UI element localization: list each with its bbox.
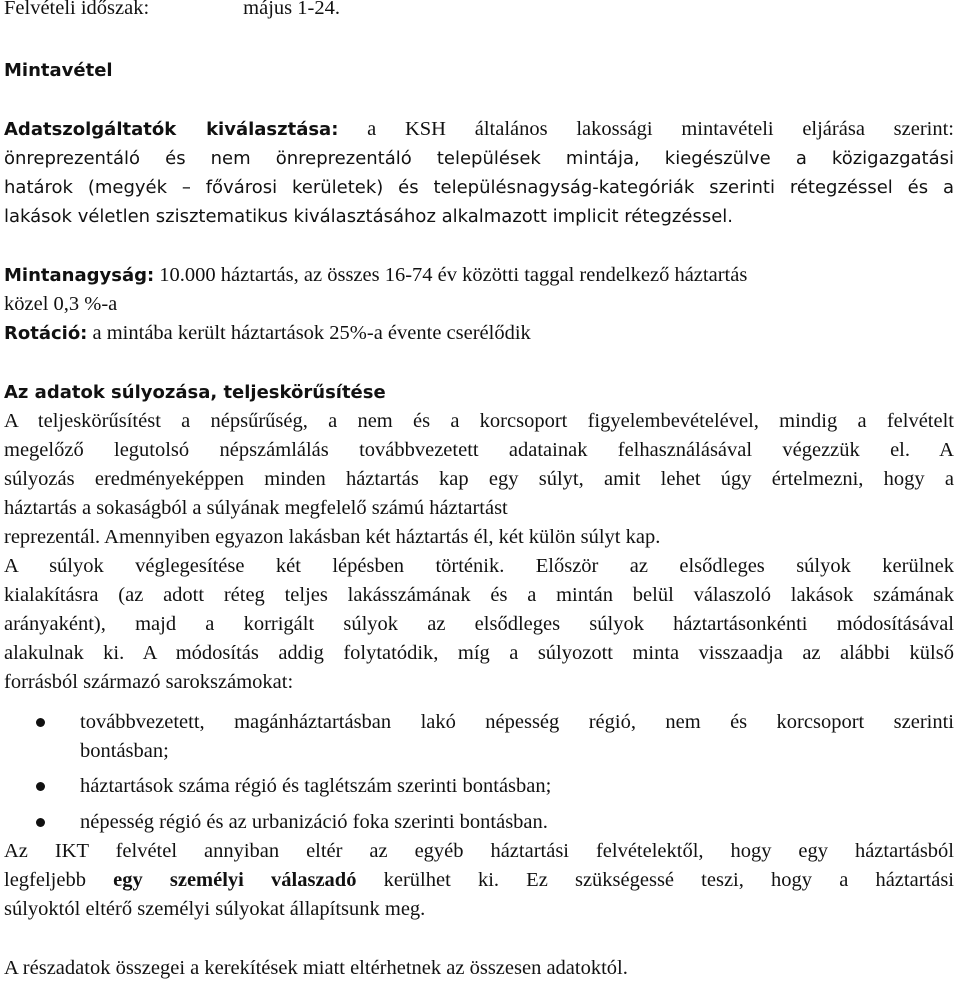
- weighting-line-5: reprezentál. Amennyiben egyazon lakásban két háztartás él, két külön súlyt kap.: [4, 526, 661, 548]
- survey-period-value: május 1-24.: [243, 0, 340, 19]
- sample-size-cont: közel 0,3 %-a: [4, 293, 118, 315]
- survey-period-label: Felvételi időszak:: [4, 0, 150, 19]
- ikt-line-2-pre: legfeljebb: [4, 869, 114, 891]
- sample-size-label: Mintanagyság:: [4, 265, 155, 286]
- selection-label: Adatszolgáltatók kiválasztása:: [4, 119, 339, 140]
- bullet-1-line-1: továbbvezetett, magánháztartásban lakó népesség régió, nem és korcsoport szerinti: [80, 711, 954, 733]
- selection-line-2: önreprezentáló és nem önreprezentáló települések mintája, kiegészülve a közigazgatási: [4, 148, 954, 169]
- selection-line-4: lakások véletlen szisztematikus kiválasztásához alkalmazott implicit rétegzéssel.: [4, 206, 733, 227]
- weighting-line-1: A teljeskörűsítést a népsűrűség, a nem és a korcsoport figyelembevételével, mindig a felvételt: [4, 410, 954, 432]
- rotation-line: [4, 319, 954, 348]
- bullet-3-dot: [36, 818, 45, 827]
- ikt-line-3: súlyoktól eltérő személyi súlyokat állapítsunk meg.: [4, 898, 426, 920]
- rounding-note: A részadatok összegei a kerekítések miatt eltérhetnek az összesen adatoktól.: [4, 957, 628, 979]
- weighting-line-10: forrásból származó sarokszámokat:: [4, 671, 294, 693]
- bullet-2-line-1: háztartások száma régió és taglétszám szerinti bontásban;: [80, 775, 552, 797]
- rotation-label: Rotáció:: [4, 323, 88, 344]
- sampling-heading: Mintavétel: [4, 60, 113, 81]
- ikt-line-2-post: kerülhet ki. Ez szükségessé teszi, hogy a háztartási: [356, 869, 954, 891]
- ikt-line-2: [4, 866, 954, 895]
- ikt-line-1: Az IKT felvétel annyiban eltér az egyéb háztartási felvételektől, hogy egy háztartásból: [4, 840, 954, 862]
- sample-size-line: [4, 261, 954, 290]
- survey-period: [4, 0, 954, 23]
- weighting-line-3: súlyozás eredményeképpen minden háztartás kap egy súlyt, amit lehet úgy értelmezni, hogy a: [4, 468, 954, 490]
- weighting-line-4: háztartás a sokaságból a súlyának megfelelő számú háztartást: [4, 497, 508, 519]
- bullet-1-line-2: bontásban;: [80, 740, 169, 762]
- weighting-heading: Az adatok súlyozása, teljeskörűsítése: [4, 382, 386, 403]
- weighting-line-6: A súlyok véglegesítése két lépésben történik. Először az elsődleges súlyok kerülnek: [4, 555, 954, 577]
- selection-line-3: határok (megyék – fővárosi kerületek) és településnagyság-kategóriák szerinti rétegzéssel és a: [4, 177, 954, 198]
- weighting-line-9: alakulnak ki. A módosítás addig folytatódik, míg a súlyozott minta visszaadja az alábbi külső: [4, 642, 954, 664]
- selection-text-1: a KSH általános lakossági mintavételi eljárása szerint:: [338, 118, 954, 140]
- selection-line-1: [4, 115, 954, 144]
- rotation-value: a mintába került háztartások 25%-a évente cserélődik: [87, 322, 531, 344]
- bullet-3-line-1: népesség régió és az urbanizáció foka szerinti bontásban.: [80, 811, 548, 833]
- single-respondent-emphasis: egy személyi válaszadó: [113, 869, 357, 891]
- bullet-2-dot: [36, 782, 45, 791]
- bullet-1-dot: [36, 718, 45, 727]
- weighting-line-2: megelőző legutolsó népszámlálás továbbvezetett adatainak felhasználásával végezzük el. A: [4, 439, 954, 461]
- weighting-line-8: arányaként), majd a korrigált súlyok az elsődleges súlyok háztartásonkénti módosításával: [4, 613, 954, 635]
- weighting-line-7: kialakításra (az adott réteg teljes lakásszámának és a mintán belül válaszoló lakások számának: [4, 584, 954, 606]
- sample-size-value: 10.000 háztartás, az összes 16-74 év közötti taggal rendelkező háztartás: [154, 264, 748, 286]
